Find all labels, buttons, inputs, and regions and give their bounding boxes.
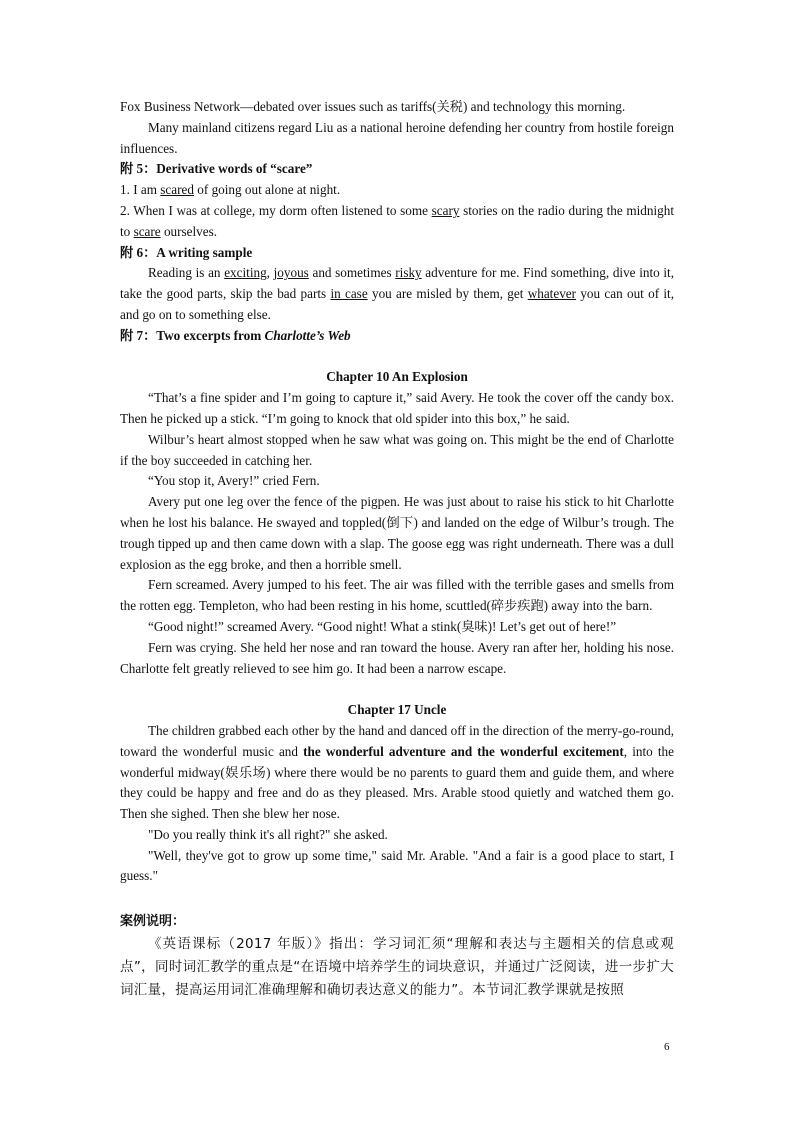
chapter-17-title: Chapter 17 Uncle (347, 702, 447, 718)
chapter-10-paragraph: Fern was crying. She held her nose and ran toward the house. Avery ran after her, holding his nose. Charlotte felt greatly relieved to see him go. It had been a narrow escape. (120, 639, 674, 676)
paragraph-liu-heroine: Many mainland citizens regard Liu as a national heroine defending her country from hostile foreign influences. (120, 119, 674, 156)
chapter-10-title: Chapter 10 An Explosion (326, 369, 468, 385)
page-content (120, 97, 674, 1002)
appendix-6-heading: 附 6：A writing sample (120, 244, 253, 260)
bold-phrase: the wonderful adventure and the wonderful excitement (303, 743, 624, 759)
appendix-5-heading: 附 5：Derivative words of “scare” (120, 161, 313, 177)
underlined-word: scare (133, 223, 161, 239)
chapter-10-paragraph: “Good night!” screamed Avery. “Good night! What a stink(臭味)! Let’s get out of here!” (148, 618, 617, 634)
underlined-word: scared (160, 182, 194, 198)
chapter-10-paragraph: “You stop it, Avery!” cried Fern. (148, 473, 320, 489)
chapter-10-paragraph: “That’s a fine spider and I’m going to capture it,” said Avery. He took the cover off the candy box. Then he picked up a stick. “I’m going to knock that old spider into this box,” he said. (120, 390, 674, 426)
chapter-17-paragraph: The children grabbed each other by the hand and danced off in the direction of the merry-go-round, toward the wonderful music and the wonderful adventure and the wonderful excitement, into the wonderful midway(娱乐场) where there would be no parents to guard them and guide them, and where they could be happy and free and do as they pleased. Mrs. Arable stood quietly and watched them go. Then she sighed. Then she blew her nose. (120, 722, 674, 822)
appendix-5-sentence-2: 2. When I was at college, my dorm often listened to some scary stories on the radio during the midnight to scare ourselves. (120, 202, 674, 239)
case-explanation-text: 《英语课标（2017 年版）》指出：学习词汇须“理解和表达与主题相关的信息或观点”，同时词汇教学的重点是“在语境中培养学生的词块意识，并通过广泛阅读，进一步扩大词汇量，提高运用词汇准确理解和确切表达意义的能力”。本节词汇教学课就是按照 (120, 935, 674, 998)
chapter-17-paragraph: "Do you really think it's all right?" she asked. (148, 826, 388, 842)
page-number: 6 (664, 1041, 670, 1053)
writing-sample-paragraph: Reading is an exciting, joyous and sometimes risky adventure for me. Find something, dive into it, take the good parts, skip the bad parts in case you are misled by them, get whatever you can out of it, and go on to something else. (120, 265, 675, 322)
appendix-7-heading: 附 7：Two excerpts from Charlotte’s Web (120, 327, 351, 343)
chapter-10-paragraph: Fern screamed. Avery jumped to his feet. The air was filled with the terrible gases and smells from the rotten egg. Templeton, who had been resting in his home, scuttled(碎步疾跑) away into the barn. (120, 577, 674, 614)
appendix-5-sentence-1: 1. I am scared of going out alone at night. (120, 182, 341, 198)
underlined-word: scary (431, 202, 460, 218)
chapter-10-paragraph: Wilbur’s heart almost stopped when he saw what was going on. This might be the end of Charlotte if the boy succeeded in catching her. (120, 431, 674, 468)
paragraph-fox-business: Fox Business Network—debated over issues such as tariffs(关税) and technology this morning. (120, 99, 626, 114)
case-explanation-title: 案例说明： (120, 914, 186, 930)
chapter-10-paragraph: Avery put one leg over the fence of the pigpen. He was just about to raise his stick to hit Charlotte when he lost his balance. He swayed and toppled(倒下) and landed on the edge of Wilbur’s trough. The trough tipped up and then came down with a slap. The goose egg was right underneath. There was a dull explosion as the egg broke, and then a horrible smell. (120, 494, 674, 572)
chapter-17-paragraph: "Well, they've got to grow up some time," said Mr. Arable. "And a fair is a good place to start, I guess." (120, 847, 674, 884)
